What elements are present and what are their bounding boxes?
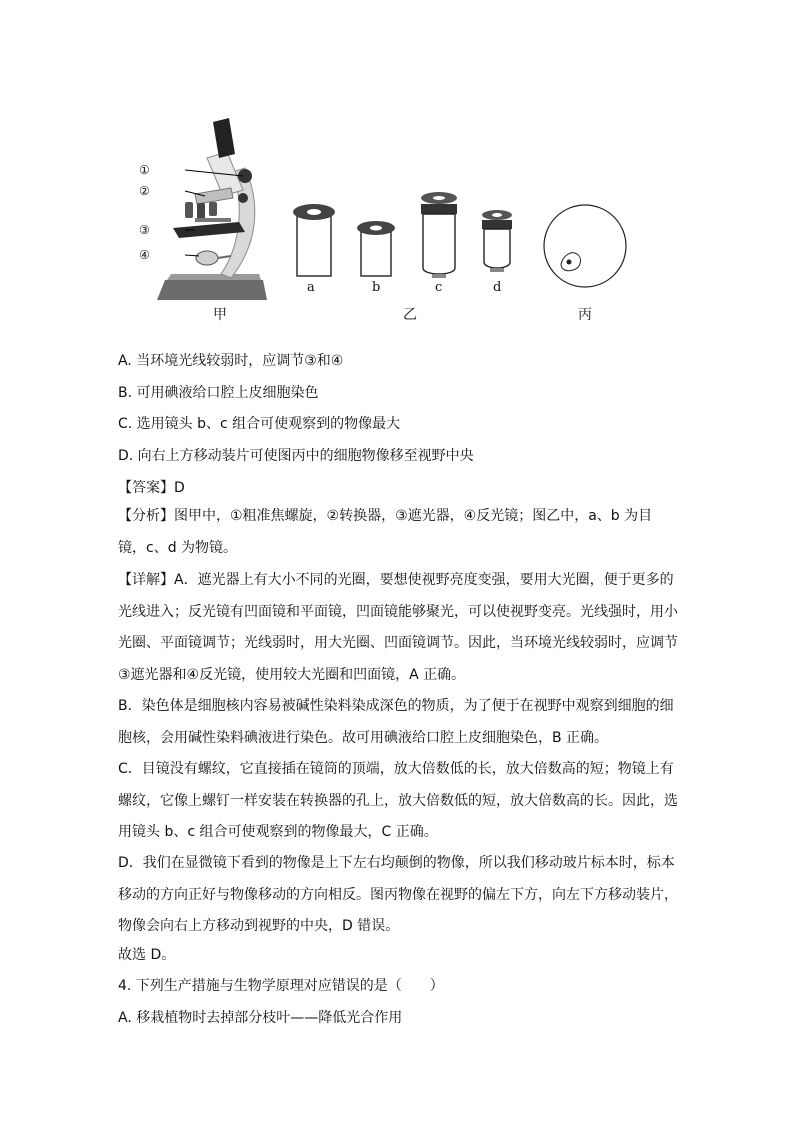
- lens-label-c: c: [435, 280, 443, 295]
- field-of-view: [544, 205, 626, 287]
- label-diaphragm: ③: [139, 223, 150, 237]
- lens-c: [421, 192, 457, 278]
- option-a: A. 当环境光线较弱时，应调节③和④: [118, 353, 344, 369]
- caption-bing: 丙: [578, 307, 592, 323]
- question-4-stem: 4. 下列生产措施与生物学原理对应错误的是（ ）: [118, 978, 444, 994]
- option-d: D. 向右上方移动装片可使图丙中的细胞物像移至视野中央: [118, 448, 474, 464]
- option-b: B. 可用碘液给口腔上皮细胞染色: [118, 385, 319, 401]
- lens-label-d: d: [493, 280, 502, 295]
- label-nosepiece: ②: [139, 184, 150, 198]
- detail-b-paragraph: B．染色体是细胞核内容易被碱性染料染成深色的物质，为了便于在视野中观察到细胞的细胞核，会用碱性染料碘液进行染色。故可用碘液给口腔上皮细胞染色，B 正确。: [118, 698, 674, 746]
- detail-a-paragraph: 【详解】A．遮光器上有大小不同的光圈，要想使视野亮度变强，要用大光圈，便于更多的光线进入；反光镜有凹面镜和平面镜，凹面镜能够聚光，可以使视野变亮。光线强时，用小光圈、平面镜调节；光线弱时，用大光圈、凹面镜调节。因此，当环境光线较弱时，应调节③遮光器和④反光镜，使用较大光圈和凹面镜，A 正确。: [118, 572, 678, 683]
- microscope-illustration: [157, 118, 267, 300]
- label-coarse-focus: ①: [139, 163, 150, 177]
- question-4-option-a: A. 移栽植物时去掉部分枝叶——降低光合作用: [118, 1010, 403, 1026]
- label-mirror: ④: [139, 248, 150, 262]
- lens-label-b: b: [372, 280, 381, 295]
- detail-c-paragraph: C．目镜没有螺纹，它直接插在镜筒的顶端，放大倍数低的长，放大倍数高的短；物镜上有螺纹，它像上螺钉一样安装在转换器的孔上，放大倍数低的短，放大倍数高的长。因此，选用镜头 b、c 组合可使观察到的物像最大，C 正确。: [118, 761, 678, 840]
- microscope-figure: [135, 108, 655, 328]
- lens-d: [482, 210, 512, 272]
- option-c: C. 选用镜头 b、c 组合可使观察到的物像最大: [118, 416, 401, 432]
- conclusion: 故选 D。: [118, 947, 176, 963]
- analysis-paragraph: 【分析】图甲中，①粗准焦螺旋，②转换器，③遮光器，④反光镜；图乙中，a、b 为目镜，c、d 为物镜。: [118, 508, 653, 556]
- lens-b: [357, 221, 395, 276]
- caption-jia: 甲: [213, 307, 227, 323]
- detail-d-paragraph: D．我们在显微镜下看到的物像是上下左右均颠倒的物像，所以我们移动玻片标本时，标本移动的方向正好与物像移动的方向相反。图丙物像在视野的偏左下方，向左下方移动装片，物像会向右上方移动到视野的中央，D 错误。: [118, 855, 678, 934]
- figure-drawing: [135, 108, 655, 328]
- lens-label-a: a: [307, 280, 315, 295]
- caption-yi: 乙: [403, 307, 417, 323]
- answer: 【答案】D: [118, 480, 185, 496]
- lens-a: [293, 204, 335, 276]
